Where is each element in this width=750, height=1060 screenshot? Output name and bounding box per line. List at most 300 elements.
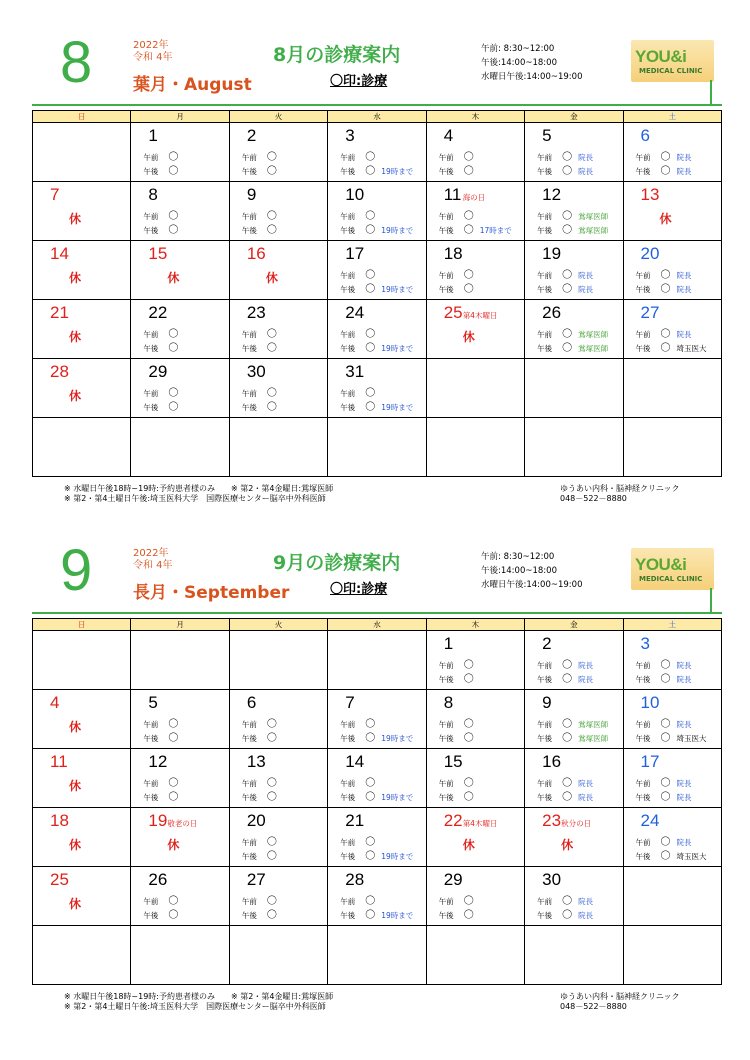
open-circle: 〇 (562, 270, 573, 281)
closed-mark: 休 (69, 779, 82, 793)
morning-row (143, 153, 178, 163)
afternoon-label: 午後 (241, 734, 257, 743)
afternoon-label: 午後 (635, 285, 651, 294)
day-cell (427, 123, 524, 181)
morning-row (636, 779, 692, 789)
day-cell (427, 926, 524, 984)
open-circle: 〇 (266, 388, 277, 399)
open-circle: 〇 (463, 778, 474, 789)
calendar-day (328, 241, 426, 300)
morning-row (537, 330, 608, 340)
day-number: 6 (640, 126, 650, 145)
day-cell (230, 631, 327, 689)
calendar-day (426, 749, 524, 808)
morning-row (242, 153, 277, 163)
open-circle: 〇 (365, 284, 376, 295)
calendar-day (229, 749, 327, 808)
doctor-note: 鴬塚医師 (578, 330, 609, 339)
day-cell (525, 300, 622, 358)
morning-row (242, 897, 277, 907)
afternoon-row (143, 344, 178, 354)
day-cell (33, 123, 130, 181)
afternoon-label: 午後 (241, 911, 257, 920)
day-cell (33, 749, 130, 807)
morning-label: 午前 (143, 330, 159, 339)
afternoon-row (537, 793, 593, 803)
calendar-day (623, 359, 721, 418)
holiday-label: 敬老の日 (167, 819, 198, 828)
calendar-week (33, 182, 722, 241)
day-number: 1 (148, 126, 158, 145)
afternoon-label: 午後 (537, 734, 553, 743)
morning-label: 午前 (340, 838, 356, 847)
open-circle: 〇 (365, 166, 376, 177)
day-cell (624, 123, 721, 181)
day-cell (33, 690, 130, 748)
day-cell (131, 300, 228, 358)
open-circle: 〇 (660, 778, 671, 789)
afternoon-label: 午後 (143, 403, 159, 412)
month-name: 長月・September (133, 583, 290, 603)
calendar-day (426, 359, 524, 418)
open-circle: 〇 (463, 152, 474, 163)
afternoon-label: 午後 (438, 734, 454, 743)
calendar-day (623, 631, 721, 690)
hours-line: 午後:14:00~18:00 (481, 566, 557, 576)
weekday-label: 金 (525, 111, 623, 123)
doctor-note: 院長 (578, 285, 594, 294)
open-circle: 〇 (463, 674, 474, 685)
calendar-day (131, 300, 229, 359)
open-circle: 〇 (463, 211, 474, 222)
day-number: 11 (50, 752, 68, 771)
calendar-table (32, 618, 722, 985)
open-circle: 〇 (365, 851, 376, 862)
open-circle: 〇 (266, 896, 277, 907)
afternoon-label: 午後 (537, 167, 553, 176)
day-cell (624, 300, 721, 358)
afternoon-row (340, 285, 413, 295)
day-number: 28 (50, 362, 69, 381)
open-circle: 〇 (463, 225, 474, 236)
calendar-day (229, 690, 327, 749)
calendar-day (229, 241, 327, 300)
legend-mark: 〇印 (330, 74, 357, 89)
afternoon-row (340, 344, 413, 354)
morning-row (636, 153, 692, 163)
day-number: 2 (246, 126, 257, 145)
open-circle: 〇 (266, 719, 277, 730)
year-japanese: 令和 4年 (133, 52, 173, 63)
doctor-note: 19時まで (381, 285, 414, 294)
calendar-day (131, 808, 229, 867)
open-circle: 〇 (562, 896, 573, 907)
open-circle: 〇 (660, 719, 671, 730)
open-circle: 〇 (660, 733, 671, 744)
afternoon-label: 午後 (241, 344, 257, 353)
day-number: 1 (443, 634, 454, 653)
open-circle: 〇 (562, 343, 573, 354)
hours-line: 午前: 8:30~12:00 (481, 44, 555, 54)
holiday-label: 第4木曜日 (462, 311, 498, 320)
day-cell (624, 867, 721, 925)
doctor-note: 院長 (578, 793, 594, 802)
open-circle: 〇 (562, 910, 573, 921)
day-number: 15 (148, 244, 168, 263)
calendar-day (229, 182, 327, 241)
logo-text: YOU&i (635, 555, 687, 574)
day-number: 8 (148, 185, 158, 204)
day-cell (427, 808, 524, 866)
doctor-note: 17時まで (479, 226, 512, 235)
doctor-note: 院長 (676, 271, 692, 280)
open-circle: 〇 (562, 211, 573, 222)
open-circle: 〇 (365, 792, 376, 803)
morning-label: 午前 (635, 271, 651, 280)
afternoon-label: 午後 (635, 167, 651, 176)
morning-row (143, 330, 178, 340)
day-cell (525, 241, 622, 299)
day-cell (131, 359, 228, 417)
closed-mark: 休 (462, 838, 475, 852)
morning-row (242, 779, 277, 789)
afternoon-row (242, 852, 277, 862)
day-cell (230, 359, 327, 417)
day-number: 18 (50, 811, 69, 830)
doctor-note: 鴬塚医師 (578, 344, 609, 353)
contact-line: ゆうあい内科・脳神経クリニック (560, 992, 680, 1001)
doctor-note: 院長 (676, 330, 692, 339)
calendar-week (33, 300, 722, 359)
calendar-day (229, 300, 327, 359)
open-circle: 〇 (562, 329, 573, 340)
open-circle: 〇 (168, 225, 179, 236)
footnote-line: ※ 第2・第4土曜日午後:埼玉医科大学 国際医療センター脳卒中外科医師 (64, 1002, 326, 1011)
open-circle: 〇 (660, 270, 671, 281)
open-circle: 〇 (463, 660, 474, 671)
weekday-label: 火 (229, 111, 327, 123)
closed-mark: 休 (69, 212, 82, 226)
calendar-day (623, 808, 721, 867)
afternoon-row (636, 167, 692, 177)
day-cell (525, 690, 622, 748)
day-number: 21 (50, 303, 69, 322)
morning-row (537, 212, 608, 222)
morning-row (636, 838, 692, 848)
closed-mark: 休 (167, 838, 180, 852)
morning-label: 午前 (340, 153, 356, 162)
calendar-day (328, 182, 426, 241)
day-number: 4 (50, 693, 60, 712)
day-cell (33, 300, 130, 358)
calendar-day (623, 241, 721, 300)
morning-label: 午前 (438, 779, 454, 788)
calendar-day (33, 690, 131, 749)
morning-label: 午前 (438, 720, 454, 729)
day-number: 25 (50, 870, 69, 889)
morning-label: 午前 (340, 271, 356, 280)
afternoon-row (537, 911, 593, 921)
doctor-note: 19時まで (381, 852, 414, 861)
open-circle: 〇 (266, 343, 277, 354)
day-number: 4 (443, 126, 454, 145)
day-cell (624, 690, 721, 748)
day-cell (131, 123, 228, 181)
morning-label: 午前 (143, 153, 159, 162)
open-circle: 〇 (266, 225, 277, 236)
open-circle: 〇 (463, 166, 474, 177)
calendar-day (525, 182, 623, 241)
morning-row (340, 720, 375, 730)
calendar-day (328, 631, 426, 690)
calendar-day (623, 926, 721, 985)
day-cell (230, 418, 327, 476)
calendar-day (623, 749, 721, 808)
morning-row (439, 779, 474, 789)
holiday-label: 第4木曜日 (462, 819, 498, 828)
morning-row (340, 389, 375, 399)
calendar-day (328, 867, 426, 926)
day-cell (230, 300, 327, 358)
doctor-note: 院長 (676, 153, 692, 162)
morning-row (537, 271, 593, 281)
afternoon-row (439, 911, 474, 921)
day-cell (624, 418, 721, 476)
morning-row (439, 212, 474, 222)
day-number: 16 (246, 244, 266, 263)
open-circle: 〇 (660, 166, 671, 177)
day-cell (230, 182, 327, 240)
day-number: 31 (345, 362, 365, 381)
doctor-note: 19時まで (381, 793, 414, 802)
open-circle: 〇 (365, 896, 376, 907)
day-number: 5 (542, 126, 552, 145)
afternoon-row (242, 734, 277, 744)
closed-mark: 休 (265, 271, 278, 285)
day-cell (328, 300, 425, 358)
doctor-note: 院長 (676, 793, 692, 802)
morning-label: 午前 (340, 330, 356, 339)
afternoon-label: 午後 (340, 403, 356, 412)
day-cell (328, 867, 425, 925)
morning-row (537, 897, 593, 907)
day-number: 17 (640, 752, 660, 771)
afternoon-label: 午後 (143, 226, 159, 235)
afternoon-row (439, 226, 512, 236)
afternoon-label: 午後 (143, 793, 159, 802)
day-cell (131, 749, 228, 807)
afternoon-row (242, 793, 277, 803)
afternoon-label: 午後 (143, 344, 159, 353)
clinic-contact (560, 992, 680, 1012)
open-circle: 〇 (365, 270, 376, 281)
day-cell (230, 690, 327, 748)
day-cell (131, 808, 228, 866)
morning-row (340, 838, 375, 848)
open-circle: 〇 (562, 719, 573, 730)
calendar-day (33, 182, 131, 241)
afternoon-row (242, 911, 277, 921)
day-cell (131, 926, 228, 984)
day-number: 26 (148, 870, 168, 889)
afternoon-label: 午後 (340, 734, 356, 743)
day-cell (624, 241, 721, 299)
day-cell (131, 241, 228, 299)
afternoon-label: 午後 (438, 285, 454, 294)
afternoon-row (439, 793, 474, 803)
calendar-day (33, 631, 131, 690)
hours-line: 午前: 8:30~12:00 (481, 552, 555, 562)
afternoon-row (537, 226, 608, 236)
day-cell (328, 241, 425, 299)
open-circle: 〇 (168, 778, 179, 789)
calendar-day (131, 359, 229, 418)
morning-label: 午前 (537, 720, 553, 729)
day-number: 18 (443, 244, 463, 263)
morning-row (439, 720, 474, 730)
day-cell (328, 926, 425, 984)
header-rule (32, 104, 722, 106)
doctor-note: 鴬塚医師 (578, 226, 609, 235)
closed-mark: 休 (69, 838, 82, 852)
open-circle: 〇 (266, 837, 277, 848)
legend (330, 578, 387, 597)
day-number: 26 (542, 303, 562, 322)
morning-row (242, 720, 277, 730)
day-number: 23 (542, 811, 562, 830)
weekday-label: 日 (33, 619, 131, 631)
calendar-day (131, 690, 229, 749)
day-cell (230, 241, 327, 299)
open-circle: 〇 (562, 660, 573, 671)
doctor-note: 院長 (578, 167, 594, 176)
weekday-label: 水 (328, 111, 426, 123)
calendar-day (525, 690, 623, 749)
morning-label: 午前 (438, 153, 454, 162)
doctor-note: 埼玉医大 (676, 734, 707, 743)
open-circle: 〇 (266, 402, 277, 413)
day-number: 8 (443, 693, 454, 712)
year-western: 2022年 (133, 40, 169, 51)
day-cell (131, 631, 228, 689)
morning-row (340, 897, 375, 907)
calendar-day (525, 359, 623, 418)
morning-label: 午前 (340, 720, 356, 729)
open-circle: 〇 (660, 343, 671, 354)
calendar-day (426, 867, 524, 926)
morning-label: 午前 (143, 897, 159, 906)
day-number: 22 (443, 811, 463, 830)
afternoon-row (340, 403, 413, 413)
holiday-label: 秋分の日 (561, 819, 592, 828)
calendar-day (426, 926, 524, 985)
clinic-contact (560, 484, 680, 504)
open-circle: 〇 (463, 270, 474, 281)
afternoon-label: 午後 (340, 167, 356, 176)
day-cell (525, 631, 622, 689)
day-cell (33, 182, 130, 240)
open-circle: 〇 (168, 329, 179, 340)
doctor-note: 19時まで (381, 734, 414, 743)
day-number: 27 (640, 303, 660, 322)
afternoon-row (143, 403, 178, 413)
morning-row (242, 838, 277, 848)
day-cell (525, 749, 622, 807)
day-cell (427, 418, 524, 476)
calendar-day (131, 418, 229, 477)
afternoon-row (439, 285, 474, 295)
morning-label: 午前 (241, 389, 257, 398)
logo-subtext: MEDICAL CLINIC (639, 67, 703, 75)
open-circle: 〇 (365, 719, 376, 730)
open-circle: 〇 (266, 851, 277, 862)
calendar-day (131, 867, 229, 926)
afternoon-row (143, 226, 178, 236)
afternoon-label: 午後 (241, 852, 257, 861)
afternoon-row (439, 675, 474, 685)
calendar-day (525, 418, 623, 477)
afternoon-row (340, 734, 413, 744)
open-circle: 〇 (365, 910, 376, 921)
day-cell (525, 867, 622, 925)
open-circle: 〇 (168, 733, 179, 744)
afternoon-row (636, 675, 692, 685)
afternoon-label: 午後 (340, 226, 356, 235)
doctor-note: 院長 (578, 779, 594, 788)
open-circle: 〇 (365, 388, 376, 399)
day-cell (33, 241, 130, 299)
day-cell (427, 182, 524, 240)
day-number: 20 (640, 244, 660, 263)
morning-row (340, 779, 375, 789)
day-number: 12 (148, 752, 168, 771)
afternoon-row (340, 167, 413, 177)
clinic-logo (631, 548, 714, 590)
closed-mark: 休 (561, 838, 574, 852)
day-cell (33, 418, 130, 476)
open-circle: 〇 (365, 329, 376, 340)
morning-label: 午前 (241, 897, 257, 906)
header-rule (32, 612, 722, 614)
calendar-day (623, 690, 721, 749)
calendar-day (328, 749, 426, 808)
calendar-day (426, 241, 524, 300)
day-number: 17 (345, 244, 365, 263)
morning-row (242, 212, 277, 222)
afternoon-row (340, 793, 413, 803)
calendar-day (229, 123, 327, 182)
day-number: 21 (345, 811, 365, 830)
open-circle: 〇 (266, 792, 277, 803)
calendar-week (33, 123, 722, 182)
morning-label: 午前 (635, 779, 651, 788)
calendar-week (33, 631, 722, 690)
day-number: 14 (345, 752, 365, 771)
morning-label: 午前 (241, 779, 257, 788)
open-circle: 〇 (365, 837, 376, 848)
open-circle: 〇 (562, 792, 573, 803)
open-circle: 〇 (168, 166, 179, 177)
morning-label: 午前 (438, 661, 454, 670)
closed-mark: 休 (69, 897, 82, 911)
day-cell (131, 690, 228, 748)
afternoon-label: 午後 (241, 793, 257, 802)
morning-row (143, 389, 178, 399)
doctor-note: 院長 (676, 285, 692, 294)
day-number: 3 (345, 126, 355, 145)
open-circle: 〇 (168, 152, 179, 163)
calendar-day (623, 300, 721, 359)
